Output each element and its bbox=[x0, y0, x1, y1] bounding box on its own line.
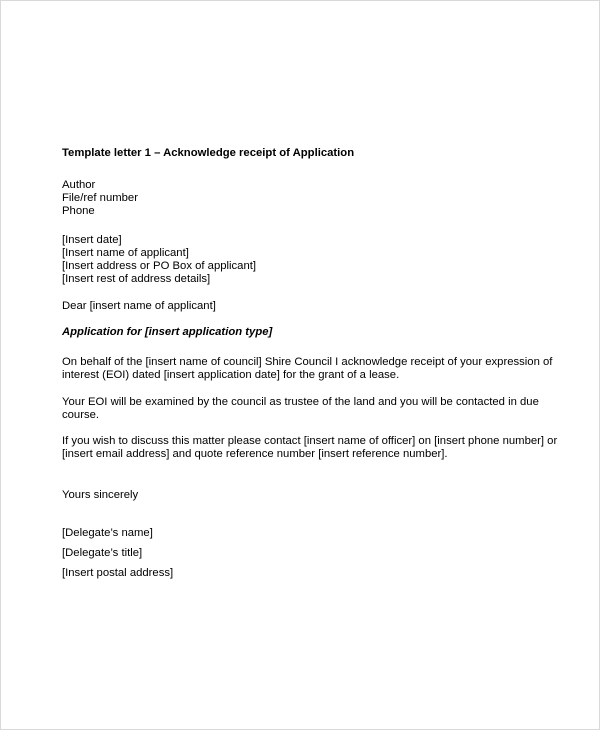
recipient-name: [Insert name of applicant] bbox=[62, 247, 189, 259]
body-paragraph-1-line-2: interest (EOI) dated [insert application date] for the grant of a lease. bbox=[62, 369, 400, 381]
sender-author: Author bbox=[62, 179, 96, 191]
salutation: Dear [insert name of applicant] bbox=[62, 300, 216, 312]
body-paragraph-3-line-1: If you wish to discuss this matter please contact [insert name of officer] on [insert phone number] or bbox=[62, 435, 558, 447]
delegate-title: [Delegate’s title] bbox=[62, 547, 143, 559]
recipient-date: [Insert date] bbox=[62, 234, 122, 246]
body-paragraph-2-line-1: Your EOI will be examined by the council as trustee of the land and you will be contacted in due bbox=[62, 396, 539, 408]
recipient-address-rest: [Insert rest of address details] bbox=[62, 273, 211, 285]
sender-file-ref: File/ref number bbox=[62, 192, 138, 204]
letter-title: Template letter 1 – Acknowledge receipt of Application bbox=[62, 147, 355, 159]
recipient-address: [Insert address or PO Box of applicant] bbox=[62, 260, 257, 272]
postal-address: [Insert postal address] bbox=[62, 567, 174, 579]
body-paragraph-2-line-2: course. bbox=[62, 409, 100, 421]
body-paragraph-3-line-2: [insert email address] and quote reference number [insert reference number]. bbox=[62, 448, 448, 460]
sender-phone: Phone bbox=[62, 205, 95, 217]
body-paragraph-1-line-1: On behalf of the [insert name of council] Shire Council I acknowledge receipt of your expression of bbox=[62, 356, 553, 368]
subject-line: Application for [insert application type] bbox=[62, 326, 273, 338]
closing: Yours sincerely bbox=[62, 489, 139, 501]
delegate-name: [Delegate’s name] bbox=[62, 527, 153, 539]
